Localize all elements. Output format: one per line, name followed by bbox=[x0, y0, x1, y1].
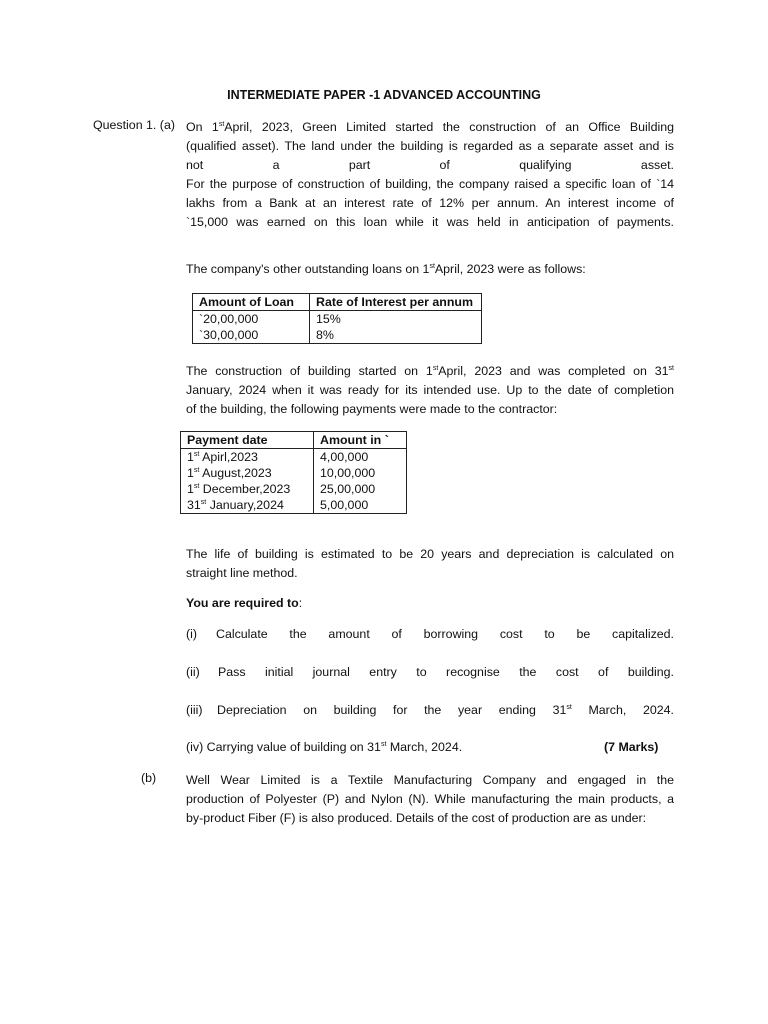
part-b-line-3: by-product Fiber (F) is also produced. Details of the cost of production are as under: bbox=[186, 811, 647, 825]
table-row bbox=[181, 497, 407, 514]
life-line-1: The life of building is estimated to be 20 years and depreciation is calculated on bbox=[186, 547, 674, 561]
payment-amount: 25,00,000 bbox=[314, 481, 407, 497]
table-row bbox=[181, 465, 407, 481]
part-b-label: (b) bbox=[141, 771, 157, 785]
payment-amount: 5,00,000 bbox=[314, 497, 407, 514]
required-item-iii: (iii) Depreciation on building for the year ending 31st March, 2024. bbox=[186, 703, 674, 717]
loan-rate: 8% bbox=[310, 327, 482, 344]
required-item-iv: (iv) Carrying value of building on 31st March, 2024. bbox=[186, 740, 463, 754]
loans-table bbox=[192, 293, 482, 344]
payments-table bbox=[180, 431, 407, 514]
intro-line-2: (qualified asset). The land under the building is regarded as a separate asset and is bbox=[186, 139, 674, 153]
loan-amount: `20,00,000 bbox=[193, 311, 310, 328]
part-b-line-1: Well Wear Limited is a Textile Manufacturing Company and engaged in the bbox=[186, 773, 674, 787]
required-item-ii: (ii) Pass initial journal entry to recognise the cost of building. bbox=[186, 665, 674, 679]
loan-amount: `30,00,000 bbox=[193, 327, 310, 344]
intro-paragraph bbox=[186, 118, 674, 232]
table-row bbox=[181, 449, 407, 466]
payment-amount: 4,00,000 bbox=[314, 449, 407, 466]
table-row bbox=[193, 311, 482, 328]
construction-paragraph bbox=[186, 362, 674, 419]
other-loans-text: The company's other outstanding loans on 1stApril, 2023 were as follows: bbox=[186, 262, 586, 276]
payment-date: 1st December,2023 bbox=[181, 481, 314, 497]
intro-line-6: `15,000 was earned on this loan while it was held in anticipation of payments. bbox=[186, 215, 674, 229]
intro-line-5: lakhs from a Bank at an interest rate of 12% per annum. An interest income of bbox=[186, 196, 674, 210]
required-item-i: (i) Calculate the amount of borrowing cost to be capitalized. bbox=[186, 627, 674, 641]
payment-date: 31st January,2024 bbox=[181, 497, 314, 514]
part-b-paragraph bbox=[186, 771, 674, 828]
life-paragraph bbox=[186, 545, 674, 583]
loans-header-rate: Rate of Interest per annum bbox=[310, 294, 482, 311]
payment-amount: 10,00,000 bbox=[314, 465, 407, 481]
required-heading: You are required to: bbox=[186, 596, 303, 610]
marks-label: (7 Marks) bbox=[604, 740, 659, 754]
intro-line-1: On 1stApril, 2023, Green Limited started the construction of an Office Building bbox=[186, 120, 674, 134]
construction-line-2: January, 2024 when it was ready for its intended use. Up to the date of completion bbox=[186, 383, 674, 397]
loans-header-amount: Amount of Loan bbox=[193, 294, 310, 311]
table-row bbox=[193, 327, 482, 344]
part-b-line-2: production of Polyester (P) and Nylon (N). While manufacturing the main products, a bbox=[186, 792, 674, 806]
payments-header-date: Payment date bbox=[181, 432, 314, 449]
payments-header-amount: Amount in ` bbox=[314, 432, 407, 449]
payment-date: 1st August,2023 bbox=[181, 465, 314, 481]
question-label: Question 1. (a) bbox=[93, 118, 175, 132]
intro-line-3: not a part of qualifying asset. bbox=[186, 158, 674, 172]
life-line-2: straight line method. bbox=[186, 566, 298, 580]
table-row bbox=[181, 481, 407, 497]
page-title: INTERMEDIATE PAPER -1 ADVANCED ACCOUNTING bbox=[227, 88, 541, 102]
loan-rate: 15% bbox=[310, 311, 482, 328]
construction-line-3: of the building, the following payments were made to the contractor: bbox=[186, 402, 558, 416]
intro-line-4: For the purpose of construction of building, the company raised a specific loan of `14 bbox=[186, 177, 674, 191]
construction-line-1: The construction of building started on 1stApril, 2023 and was completed on 31st bbox=[186, 364, 674, 378]
payment-date: 1st Apirl,2023 bbox=[181, 449, 314, 466]
